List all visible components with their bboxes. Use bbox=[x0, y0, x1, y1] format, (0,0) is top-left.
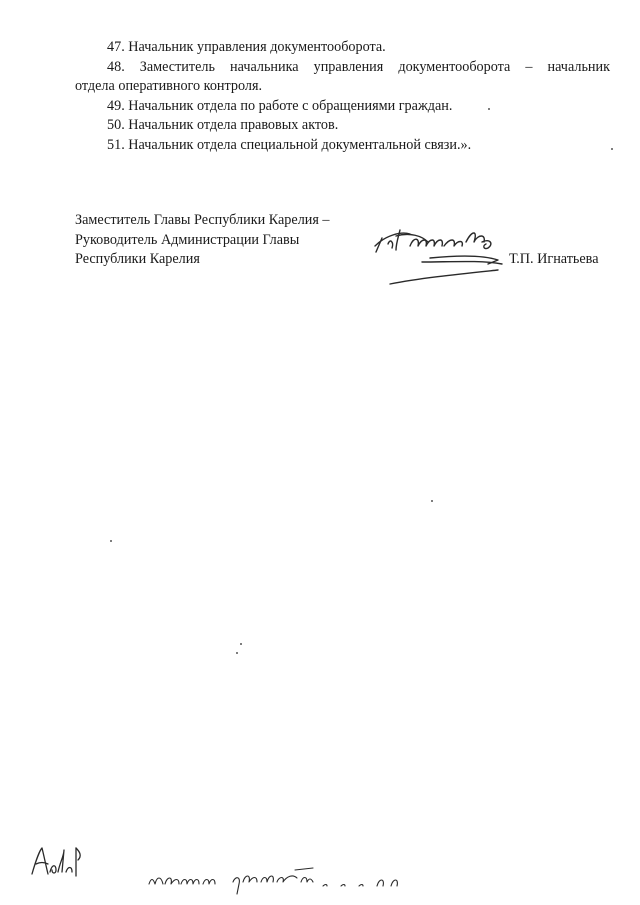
signatory-position-line1: Заместитель Главы Республики Карелия – bbox=[75, 212, 330, 228]
list-item-49: 49. Начальник отдела по работе с обращениями граждан. bbox=[107, 97, 453, 114]
signatory-name: Т.П. Игнатьева bbox=[509, 251, 599, 267]
scan-speck bbox=[611, 148, 613, 150]
scan-speck bbox=[236, 652, 238, 654]
signatory-position-line3: Республики Карелия bbox=[75, 251, 200, 267]
signatory-position bbox=[75, 211, 375, 270]
handwritten-signature bbox=[370, 216, 520, 296]
position-list bbox=[75, 38, 610, 155]
list-item-48-line1: 48. Заместитель начальника управления документооборота – начальник bbox=[107, 58, 610, 75]
scan-speck bbox=[488, 108, 490, 110]
handwritten-initials bbox=[28, 842, 86, 882]
list-item-51: 51. Начальник отдела специальной документальной связи.». bbox=[107, 136, 472, 153]
list-item-50: 50. Начальник отдела правовых актов. bbox=[107, 117, 339, 133]
list-item-48-continuation: отдела оперативного контроля. bbox=[75, 78, 263, 94]
list-item-48 bbox=[75, 58, 610, 78]
scan-speck bbox=[240, 643, 242, 645]
signatory-position-line2: Руководитель Администрации Главы bbox=[75, 231, 300, 248]
list-item-47: 47. Начальник управления документооборота. bbox=[107, 39, 386, 55]
scan-speck bbox=[110, 540, 112, 542]
handwritten-note bbox=[145, 858, 410, 898]
scan-speck bbox=[431, 500, 433, 502]
